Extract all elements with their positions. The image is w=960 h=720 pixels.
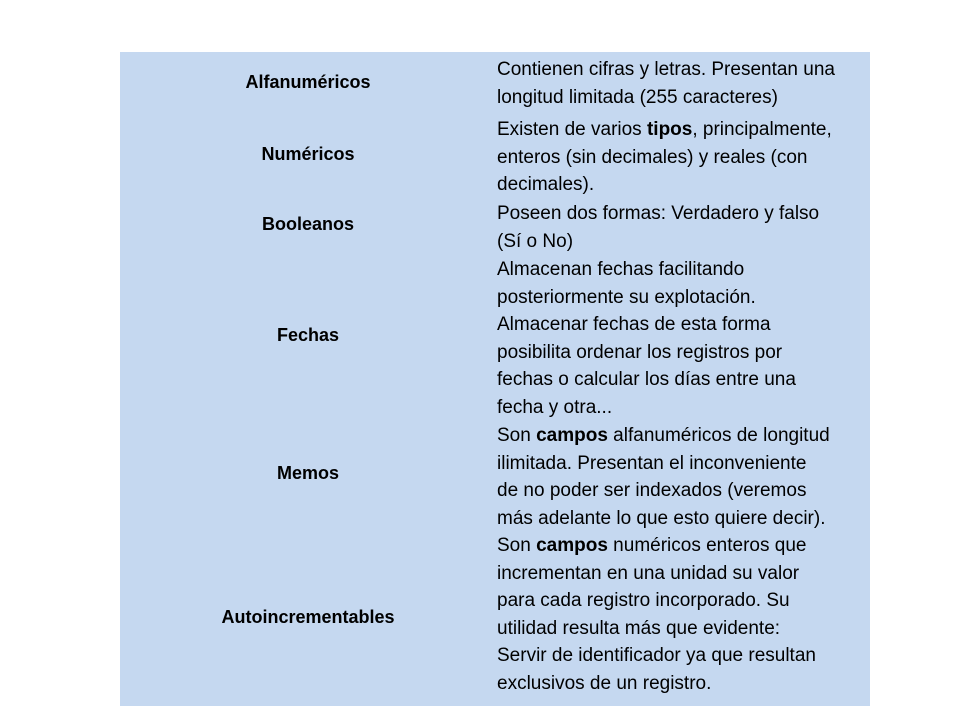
description-line (497, 228, 866, 256)
description-line (497, 256, 866, 284)
description-line (497, 394, 866, 422)
description-text: Son (497, 425, 537, 446)
description-text: fecha y otra... (497, 396, 613, 418)
description-text: (Sí o No) (497, 230, 574, 252)
type-cell: Fechas (276, 324, 340, 345)
description-text: ilimitada. Presentan el inconveniente (497, 452, 807, 474)
table-row (120, 196, 870, 252)
type-cell: Autoincrementables (221, 606, 395, 627)
field-types-table (120, 52, 870, 706)
description-text: posibilita ordenar los registros por (497, 341, 783, 363)
description-text: Contienen cifras y letras. Presentan una (497, 59, 835, 80)
description-line (497, 560, 866, 588)
description-text: más adelante lo que esto quiere decir). (497, 507, 826, 529)
description-line (497, 171, 866, 199)
description-line (497, 200, 866, 228)
bold-text: campos (536, 535, 608, 556)
description-text: numéricos enteros que (607, 535, 807, 556)
description-text: de no poder ser indexados (veremos (497, 480, 807, 501)
description-line (497, 477, 866, 505)
description-text: Son (497, 535, 537, 556)
description-text: longitud limitada (255 caracteres) (497, 86, 778, 108)
description-line (497, 422, 866, 450)
description-cell (496, 112, 870, 196)
table-row (120, 528, 870, 706)
description-cell (496, 418, 870, 528)
description-text: Almacenar fechas de esta forma (497, 314, 771, 335)
bold-text: tipos (646, 119, 693, 140)
description-cell (496, 52, 870, 112)
description-line (497, 284, 866, 312)
description-line (497, 532, 866, 560)
description-line (497, 587, 866, 615)
description-cell (496, 196, 870, 252)
table-row (120, 52, 870, 112)
table-row (120, 112, 870, 196)
description-line (497, 144, 866, 172)
description-text: exclusivos de un registro. (497, 672, 712, 694)
description-text: decimales). (497, 174, 595, 195)
type-cell: Alfanuméricos (245, 71, 371, 92)
table-row (120, 252, 870, 418)
description-cell (496, 252, 870, 418)
description-text: para cada registro incorporado. Su (497, 590, 790, 611)
description-text: Servir de identificador ya que resultan (497, 645, 816, 666)
description-line (497, 339, 866, 367)
description-line (497, 642, 866, 670)
description-line (497, 311, 866, 339)
description-text: Almacenan fechas facilitando (497, 259, 745, 280)
description-line (497, 84, 866, 112)
type-cell: Booleanos (261, 213, 354, 234)
description-text: enteros (sin decimales) y reales (con (497, 146, 808, 168)
bold-text: campos (536, 425, 608, 446)
description-line (497, 366, 866, 394)
description-line (497, 450, 866, 478)
description-text: utilidad resulta más que evidente: (497, 617, 781, 639)
description-text: Existen de varios (497, 119, 647, 140)
description-text: alfanuméricos de longitud (607, 425, 830, 446)
description-text: Poseen dos formas: Verdadero y falso (497, 203, 820, 224)
description-text: fechas o calcular los días entre una (497, 369, 796, 390)
type-cell: Memos (276, 462, 339, 483)
description-line (497, 670, 866, 698)
description-text: , principalmente, (692, 119, 832, 140)
description-cell (496, 528, 870, 706)
type-cell: Numéricos (261, 143, 355, 164)
description-line (497, 615, 866, 643)
description-line (497, 116, 866, 144)
description-line (497, 56, 866, 84)
table-row (120, 418, 870, 528)
description-text: posteriormente su explotación. (497, 286, 756, 308)
description-text: incrementan en una unidad su valor (497, 562, 800, 584)
